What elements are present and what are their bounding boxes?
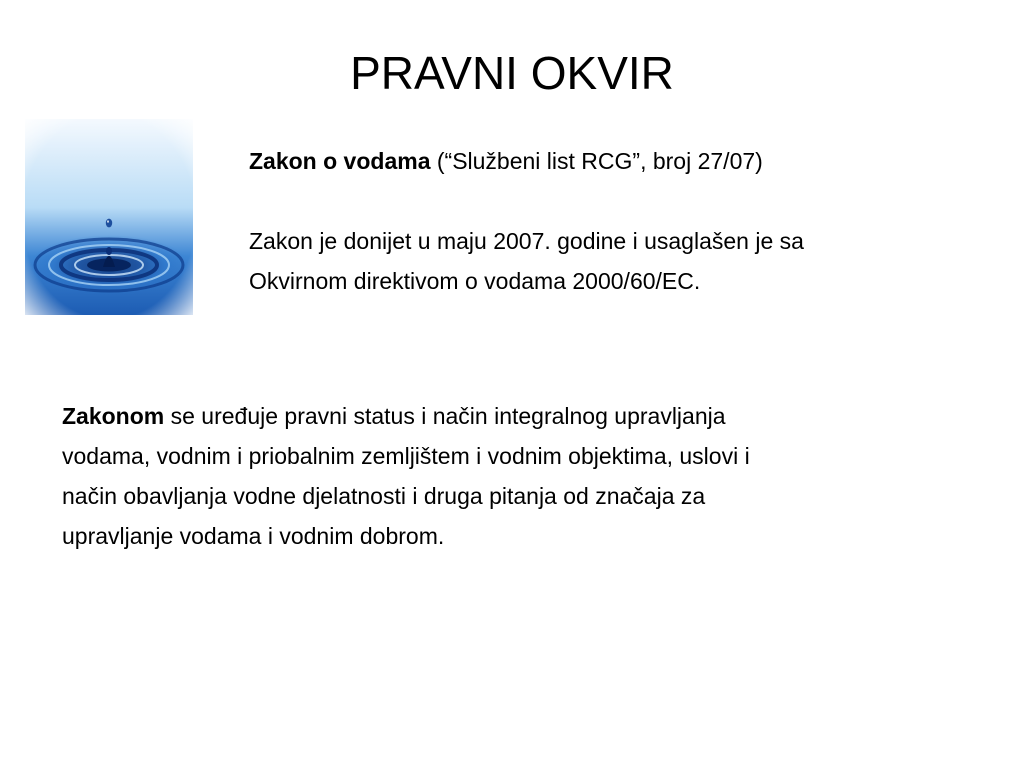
spacer xyxy=(249,181,1009,221)
water-drop-ripple-icon xyxy=(25,119,193,315)
scope-line-1 xyxy=(62,396,1002,436)
scope-line-4: upravljanje vodama i vodnim dobrom. xyxy=(62,523,445,549)
scope-line-2: vodama, vodnim i priobalnim zemljištem i vodnim objektima, uslovi i xyxy=(62,443,750,469)
law-title-line xyxy=(249,141,1009,181)
water-drop-image xyxy=(25,119,193,315)
law-intro xyxy=(249,141,1009,301)
scope-line-1-rest: se uređuje pravni status i način integralnog upravljanja xyxy=(164,403,726,429)
scope-lead: Zakonom xyxy=(62,403,165,429)
slide-title: PRAVNI OKVIR xyxy=(350,47,674,99)
law-scope-paragraph xyxy=(62,396,1002,556)
law-name: Zakon o vodama xyxy=(249,148,431,174)
scope-line-3: način obavljanja vodne djelatnosti i druga pitanja od značaja za xyxy=(62,483,706,509)
adoption-line-1: Zakon je donijet u maju 2007. godine i usaglašen je sa xyxy=(249,228,804,254)
law-reference: (“Službeni list RCG”, broj 27/07) xyxy=(430,148,763,174)
adoption-line-2: Okvirnom direktivom o vodama 2000/60/EC. xyxy=(249,268,701,294)
